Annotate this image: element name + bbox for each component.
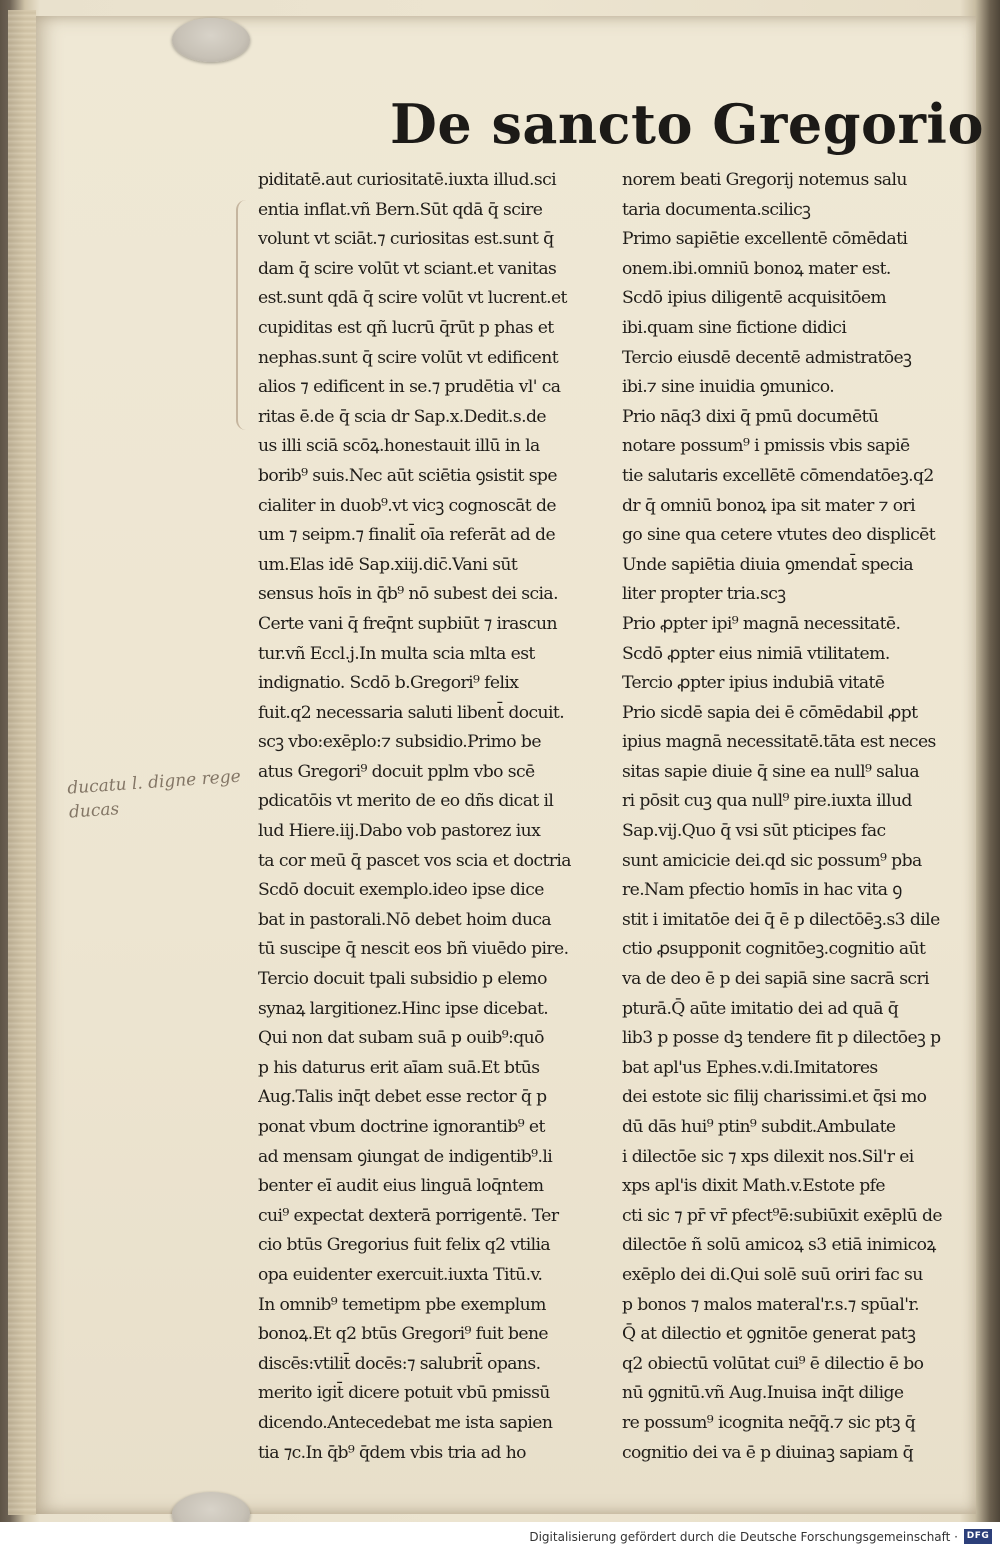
text-line: In omnib⁹ temetipm pbe exemplum — [258, 1294, 546, 1315]
text-line: go sine qua cetere vtutes deo displicēt — [622, 525, 935, 546]
text-line: pturā.Q̄ aūte imitatio dei ad quā q̄ — [622, 998, 899, 1019]
text-line: ibi.quam sine fictione didici — [622, 317, 847, 338]
text-line: bat in pastorali.Nō debet hoim duca — [258, 909, 552, 930]
text-line: bonoꝝ.Et q2 btūs Gregori⁹ fuit bene — [258, 1324, 548, 1345]
text-line: p bonos ⁊ malos materal'r.s.⁊ spūal'r. — [622, 1294, 919, 1315]
text-line: est.sunt qdā q̄ scire volūt vt lucrent.et — [258, 288, 567, 309]
binding-edge — [8, 10, 36, 1515]
page-title: De sancto Gregorio — [390, 92, 984, 156]
text-line: cialiter in duob⁹.vt vicꝫ cognoscāt de — [258, 495, 556, 516]
dfg-logo: DFG — [964, 1529, 992, 1544]
text-column-left — [258, 166, 616, 1468]
text-line: atus Gregori⁹ docuit pplm vbo scē — [258, 761, 535, 782]
footer-bar — [0, 1522, 1000, 1553]
text-line: ta cor meū q̄ pascet vos scia et doctria — [258, 850, 571, 871]
text-line: onem.ibi.omniū bonoꝝ mater est. — [622, 258, 891, 279]
text-line: Sap.vij.Quo q̄ vsi sūt pticipes fac — [622, 821, 886, 842]
text-line: discēs:vtilit̄ docēs:⁊ salubrit̄ opans. — [258, 1353, 541, 1374]
text-line: norem beati Gregorij notemus salu — [622, 170, 907, 190]
text-line: liter propter tria.scꝫ — [622, 584, 786, 605]
text-line: p his daturus erit aīam suā.Et btūs — [258, 1057, 540, 1078]
text-line: Tercio docuit tpali subsidio p elemo — [258, 969, 547, 990]
text-line: pdicatōis vt merito de eo dñs dicat il — [258, 791, 554, 812]
text-column-right — [622, 166, 962, 1468]
text-line: merito igit̄ dicere potuit vbū pmissū — [258, 1383, 550, 1404]
text-line: re.Nam pfectio homīs in hac vita ꝯ — [622, 880, 902, 901]
text-line: q2 obiectū volūtat cui⁹ ē dilectio ē bo — [622, 1353, 924, 1374]
text-line: Primo sapiētie excellentē cōmēdati — [622, 229, 908, 250]
text-line: dei estote sic filij charissimi.et q̄si mo — [622, 1087, 927, 1108]
text-line: Certe vani q̄ freq̄nt supbiūt ⁊ irascun — [258, 613, 557, 634]
text-line: taria documenta.scilicꝫ — [622, 199, 811, 220]
text-line: um.Elas idē Sap.xiij.dic̄.Vani sūt — [258, 554, 518, 575]
text-line: dilectōe ñ solū amicoꝝ s3 etiā inimicoꝝ — [622, 1235, 936, 1256]
text-line: nū ꝯgnitū.vñ Aug.Inuisa inq̄t dilige — [622, 1383, 904, 1404]
text-line: sunt amicicie dei.qd sic possum⁹ pba — [622, 850, 922, 871]
text-line: tū suscipe q̄ nescit eos bñ viuēdo pire. — [258, 939, 569, 960]
text-line: cui⁹ expectat dexterā porrigentē. Ter — [258, 1205, 559, 1226]
text-line: borib⁹ suis.Nec aūt sciētia ꝯsistit spe — [258, 465, 557, 486]
text-line: dam q̄ scire volūt vt sciant.et vanitas — [258, 258, 557, 279]
text-line: Qui non dat subam suā p ouib⁹:quō — [258, 1028, 544, 1049]
text-line: tia ⁊c.In q̄b⁹ q̄dem vbis tria ad ho — [258, 1442, 526, 1463]
text-line: Tercio eiusdē decentē admistratōeꝫ — [622, 347, 912, 368]
text-line: Prio ꝓpter ipi⁹ magnā necessitatē. — [622, 613, 901, 634]
text-line: Q̄ at dilectio et ꝯgnitōe generat patꝫ — [622, 1324, 916, 1345]
text-line: dū dās hui⁹ ptin⁹ subdit.Ambulate — [622, 1117, 896, 1137]
text-line: i dilectōe sic ⁊ xps dilexit nos.Sil'r ei — [622, 1146, 914, 1167]
text-line: us illi sciā scōꝝ.honestauit illū in la — [258, 436, 540, 457]
margin-bracket — [236, 200, 252, 430]
text-line: re possum⁹ icognita neq̄q̄.⁊ sic ptꝫ q̄ — [622, 1412, 916, 1433]
clip-top — [172, 18, 250, 62]
text-line: nephas.sunt q̄ scire volūt vt edificent — [258, 347, 559, 368]
text-line: ipius magnā necessitatē.tāta est neces — [622, 732, 936, 753]
text-line: alios ⁊ edificent in se.⁊ prudētia vl' ca — [258, 377, 561, 398]
text-line: ritas ē.de q̄ scia dr Sap.x.Dedit.s.de — [258, 406, 546, 427]
text-line: Prio sicdē sapia dei ē cōmēdabil ꝓpt — [622, 702, 918, 723]
text-line: notare possum⁹ i pmissis vbis sapiē — [622, 436, 910, 457]
text-line: opa euidenter exercuit.iuxta Titū.v. — [258, 1264, 543, 1285]
text-line: Scdō ipius diligentē acquisitōem — [622, 288, 887, 309]
text-line: bat apl'us Ephes.v.di.Imitatores — [622, 1057, 878, 1078]
margin-note: ducatu l. digne rege ducas — [66, 766, 242, 823]
text-line: xps apl'is dixit Math.v.Estote pfe — [622, 1176, 886, 1197]
text-line: indignatio. Scdō b.Gregori⁹ felix — [258, 673, 519, 694]
text-line: entia inflat.vñ Bern.Sūt qdā q̄ scire — [258, 199, 543, 220]
text-line: Scdō docuit exemplo.ideo ipse dice — [258, 880, 544, 901]
text-line: cupiditas est qñ lucrū q̄rūt p phas et — [258, 317, 554, 338]
footer-credit: Digitalisierung gefördert durch die Deutsche Forschungsgemeinschaft · — [529, 1530, 958, 1544]
text-line: cognitio dei va ē p diuinaꝫ sapiam q̄ — [622, 1442, 914, 1463]
text-line: ponat vbum doctrine ignorantib⁹ et — [258, 1117, 545, 1137]
text-line: Aug.Talis inq̄t debet esse rector q̄ p — [258, 1087, 547, 1108]
text-line: synaꝝ largitionez.Hinc ipse dicebat. — [258, 998, 549, 1019]
text-line: dr q̄ omniū bonoꝝ ipa sit mater ⁊ ori — [622, 495, 916, 516]
text-line: lud Hiere.iij.Dabo vob pastorez iux — [258, 821, 541, 842]
text-line: sitas sapie diuie q̄ sine ea null⁹ salua — [622, 761, 919, 782]
text-line: Tercio ꝓpter ipius indubiā vitatē — [622, 673, 885, 694]
text-line: cti sic ⁊ pr̄ vr̄ pfect⁹ē:subiūxit exēplū de — [622, 1205, 942, 1226]
text-line: tur.vñ Eccl.j.In multa scia mlta est — [258, 643, 535, 664]
text-line: ibi.⁊ sine inuidia ꝯmunico. — [622, 377, 835, 398]
text-line: volunt vt sciāt.⁊ curiositas est.sunt q̄ — [258, 229, 554, 250]
text-line: piditatē.aut curiositatē.iuxta illud.sci — [258, 170, 556, 190]
text-line: dicendo.Antecedebat me ista sapien — [258, 1412, 553, 1433]
text-line: exēplo dei di.Qui solē suū oriri fac su — [622, 1264, 923, 1285]
text-line: ri pōsit cuꝫ qua null⁹ pire.iuxta illud — [622, 791, 912, 812]
text-line: Scdō ꝓpter eius nimiā vtilitatem. — [622, 643, 890, 664]
text-line: um ⁊ seipm.⁊ finalit̄ oīa referāt ad de — [258, 525, 556, 546]
text-line: ad mensam ꝯiungat de indigentib⁹.li — [258, 1146, 553, 1167]
text-line: ctio ꝓsupponit cognitōeꝫ.cognitio aūt — [622, 939, 926, 960]
text-line: fuit.q2 necessaria saluti libent̄ docuit. — [258, 702, 565, 723]
text-line: scꝫ vbo:exēplo:⁊ subsidio.Primo be — [258, 732, 541, 753]
text-line: tie salutaris excellētē cōmendatōeꝫ.q2 — [622, 465, 934, 486]
text-line: va de deo ē p dei sapiā sine sacrā scri — [622, 969, 929, 990]
text-line: sensus hoīs in q̄b⁹ nō subest dei scia. — [258, 584, 558, 605]
text-line: Prio nāq3 dixi q̄ pmū documētū — [622, 406, 879, 427]
text-line: stit i imitatōe dei q̄ ē p dilectōēꝫ.s3 dile — [622, 909, 940, 930]
text-line: benter eī audit eius linguā loq̄ntem — [258, 1176, 544, 1197]
text-line: cio btūs Gregorius fuit felix q2 vtilia — [258, 1235, 551, 1256]
text-line: lib3 p posse dꝫ tendere fit p dilectōeꝫ p — [622, 1028, 941, 1049]
text-line: Unde sapiētia diuia ꝯmendat̄ specia — [622, 554, 914, 575]
